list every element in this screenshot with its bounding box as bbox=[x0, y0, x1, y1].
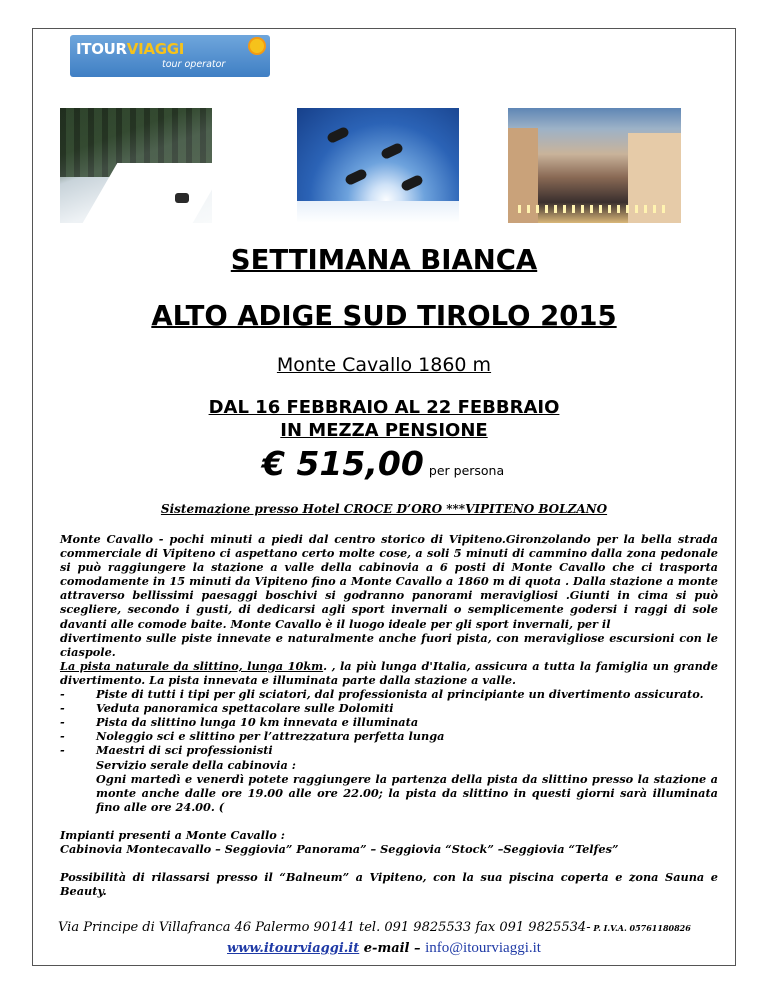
list-item: - Veduta panoramica spettacolare sulle Dolomiti bbox=[60, 701, 718, 715]
price-value: € 515,00 bbox=[262, 444, 424, 483]
logo-brand: ITOURVIAGGI bbox=[76, 40, 185, 58]
facilities-text: Cabinovia Montecavallo – Seggiovia” Panorama” – Seggiovia “Stock” –Seggiovia “Telfes” bbox=[60, 841, 619, 856]
board-heading: IN MEZZA PENSIONE bbox=[280, 420, 488, 441]
company-logo bbox=[70, 35, 270, 77]
description-body bbox=[60, 532, 718, 898]
vat-number: P. I.V.A. 05761180826 bbox=[590, 923, 691, 933]
list-item: - Pista da slittino lunga 10 km innevata e illuminata bbox=[60, 715, 718, 729]
logo-tagline: tour operator bbox=[162, 59, 226, 70]
sun-icon bbox=[250, 39, 264, 53]
price-unit: per persona bbox=[428, 463, 505, 478]
list-item: - Noleggio sci e slittino per l’attrezzatura perfetta lunga bbox=[60, 729, 718, 743]
evening-service-text: Ogni martedì e venerdì potete raggiungere la partenza della pista da slittino presso la stazione a monte anche dalle ore 19.00 alle ore 22.00; la pista da slittino in questi giorni sarà illuminata fino alle ore 24.00. ( bbox=[96, 771, 718, 814]
email-link[interactable]: info@itourviaggi.it bbox=[425, 940, 541, 956]
footer-address: Via Principe di Villafranca 46 Palermo 90141 tel. 091 9825533 fax 091 9825534- P. I.V.A. 05761180826 bbox=[58, 920, 691, 935]
photo-snowy-forest bbox=[60, 108, 212, 223]
footer-contacts: www.itourviaggi.it e-mail – info@itourviaggi.it bbox=[227, 940, 541, 956]
photo-skiers-jumping bbox=[297, 108, 459, 223]
dates-heading: DAL 16 FEBBRAIO AL 22 FEBBRAIO bbox=[208, 397, 560, 418]
sled-track-highlight: La pista naturale da slittino, lunga 10km bbox=[60, 658, 324, 673]
features-list bbox=[60, 687, 718, 757]
evening-service-title: Servizio serale della cabinovia : bbox=[96, 757, 296, 772]
price-row bbox=[262, 444, 504, 483]
photo-town-street bbox=[508, 108, 681, 223]
list-item: - Piste di tutti i tipi per gli sciatori, dal professionista al principiante un divertimento assicurato. bbox=[60, 687, 718, 701]
list-item: - Maestri di sci professionisti bbox=[60, 743, 718, 757]
facilities-title: Impianti presenti a Monte Cavallo : bbox=[60, 827, 285, 842]
balneum-paragraph: Possibilità di rilassarsi presso il “Balneum” a Vipiteno, con la sua piscina coperta e zona Sauna e Beauty. bbox=[60, 870, 718, 899]
intro-paragraph: Monte Cavallo - pochi minuti a piedi dal centro storico di Vipiteno.Gironzolando per la bella strada commerciale di Vipiteno ci aspettano certo molte cose, a soli 5 minuti di cammino dalla zona pedonale si può raggiungere la stazione a valle della cabinovia a 6 posti di Monte Cavallo che ci trasporta comodamente in 15 minuti da Vipiteno fino a Monte Cavallo a 1860 m di quota . Dalla stazione a monte attraverso bellissimi paesaggi boschivi si godranno panorami meravigliosi .Giunti in cima si può scegliere, secondo i gusti, di dedicarsi agli sport invernali o semplicemente godersi i raggi di sole davanti alle comode baite. Monte Cavallo è il luogo ideale per gli sport invernali, per il bbox=[60, 532, 718, 631]
title-settimana-bianca: SETTIMANA BIANCA bbox=[230, 244, 538, 276]
website-link[interactable]: www.itourviaggi.it bbox=[227, 941, 360, 956]
slopes-paragraph: divertimento sulle piste innevate e naturalmente anche fuori pista, con meravigliose escursioni con le ciaspole. bbox=[60, 630, 718, 659]
subtitle-location: Monte Cavallo 1860 m bbox=[276, 354, 492, 376]
sled-paragraph: La pista naturale da slittino, lunga 10km. , la più lunga d'Italia, assicura a tutta la famiglia un grande divertimento. La pista innevata e illuminata parte dalla stazione a valle. bbox=[60, 658, 718, 687]
hotel-line: Sistemazione presso Hotel CROCE D’ORO ***VIPITENO BOLZANO bbox=[160, 502, 608, 516]
title-alto-adige: ALTO ADIGE SUD TIROLO 2015 bbox=[151, 300, 617, 332]
